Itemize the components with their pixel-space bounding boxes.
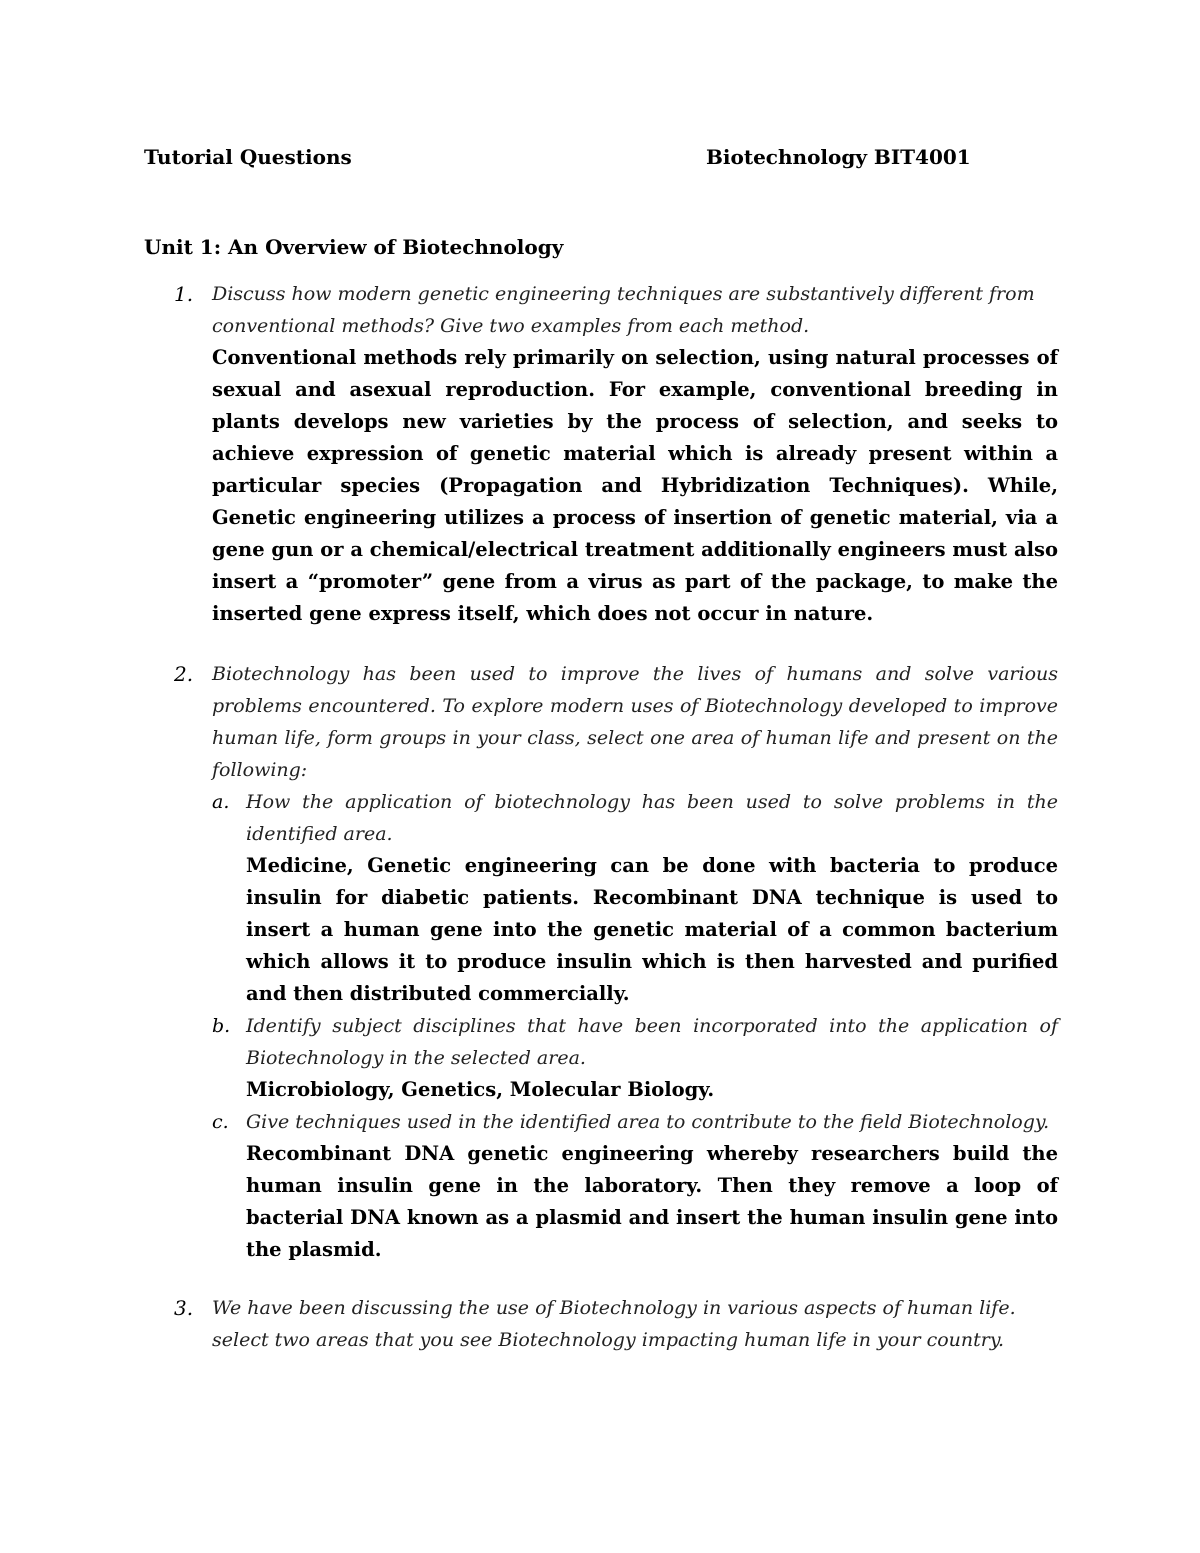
answer-text: Microbiology, Genetics, Molecular Biology. [246, 1078, 715, 1101]
answer-text: Medicine, Genetic engineering can be done with bacteria to produce insulin for diabetic patients. Recombinant DNA technique is used to insert a human gene into the genetic material of a common bacterium which allows it to produce insulin which is then harvested and purified and then distributed commercially. [246, 854, 1058, 1005]
question-number: 1. [174, 282, 194, 306]
question-text: Biotechnology has been used to improve the lives of humans and solve various problems encountered. To explore modern uses of Biotechnology developed to improve human life, form groups in your class, select one area of human life and present on the following: [212, 663, 1058, 781]
question-text-line: select two areas that you see Biotechnology impacting human life in your country. [212, 1329, 1005, 1351]
question-text [212, 1292, 1058, 1356]
sub-question-text: How the application of biotechnology has been used to solve problems in the identified area. [246, 791, 1058, 845]
question-number: 3. [174, 1296, 194, 1320]
question-3 [144, 1292, 1058, 1356]
sub-question-letter: c. [212, 1111, 229, 1133]
question-text: Discuss how modern genetic engineering techniques are substantively different from conventional methods? Give two examples from each method. [212, 283, 1035, 337]
sub-question-a [212, 786, 1058, 1010]
header-title: Tutorial Questions [144, 145, 352, 169]
answer-text: Conventional methods rely primarily on selection, using natural processes of sexual and asexual reproduction. For example, conventional breeding in plants develops new varieties by the process of selection, and seeks to achieve expression of genetic material which is already present within a particular species (Propagation and Hybridization Techniques). While, Genetic engineering utilizes a process of insertion of genetic material, via a gene gun or a chemical/electrical treatment additionally engineers must also insert a “promoter” gene from a virus as part of the package, to make the inserted gene express itself, which does not occur in nature. [212, 346, 1058, 625]
course-code: Biotechnology BIT4001 [706, 145, 971, 169]
sub-question-c [212, 1106, 1058, 1266]
question-text-line: We have been discussing the use of Biotechnology in various aspects of human life. [212, 1297, 1016, 1319]
sub-question-text: Identify subject disciplines that have been incorporated into the application of Biotechnology in the selected area. [246, 1015, 1058, 1069]
unit-title: Unit 1: An Overview of Biotechnology [144, 235, 564, 259]
sub-question-letter: b. [212, 1015, 231, 1037]
answer-text: Recombinant DNA genetic engineering whereby researchers build the human insulin gene in the laboratory. Then they remove a loop of bacterial DNA known as a plasmid and insert the human insulin gene into the plasmid. [246, 1142, 1058, 1261]
question-2 [144, 658, 1058, 1266]
sub-question-text: Give techniques used in the identified area to contribute to the field Biotechnology. [246, 1111, 1050, 1133]
question-number: 2. [174, 662, 194, 686]
question-1 [144, 278, 1058, 630]
sub-question-b [212, 1010, 1058, 1106]
sub-question-letter: a. [212, 791, 230, 813]
